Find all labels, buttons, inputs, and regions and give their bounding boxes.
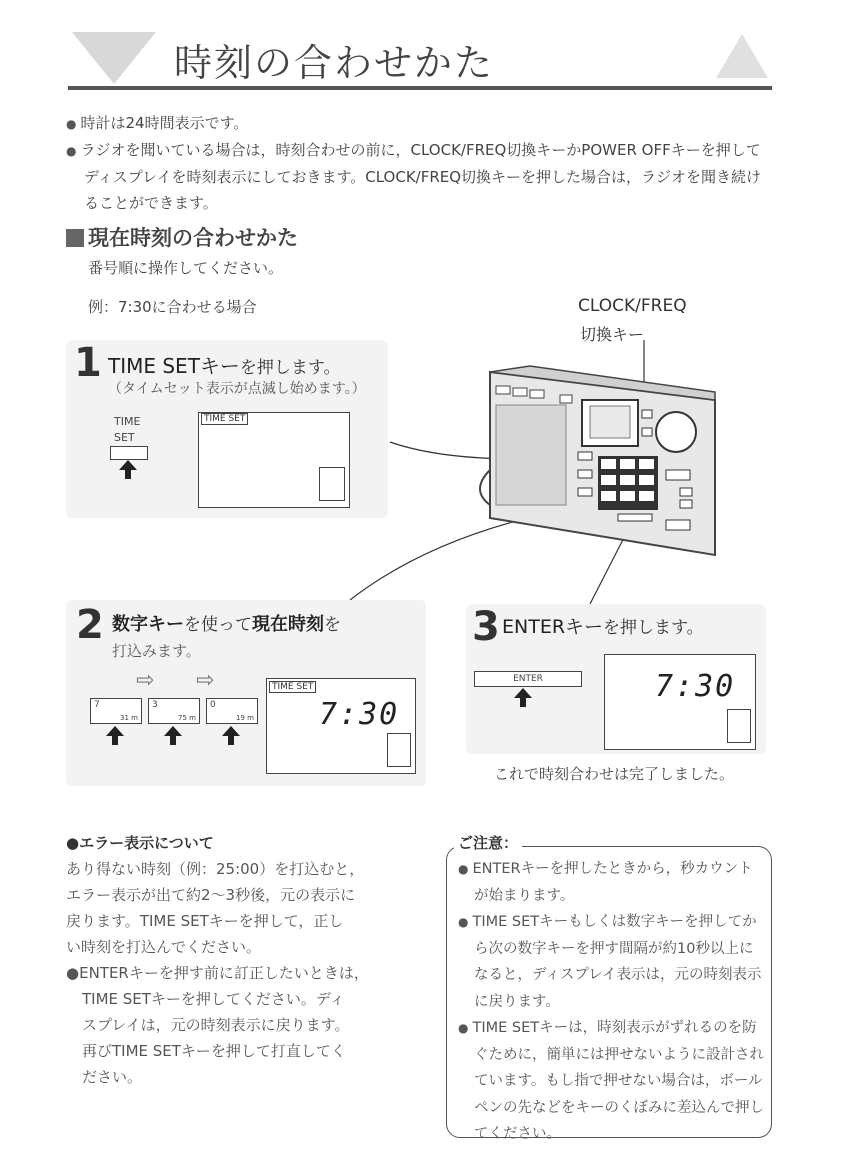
enter-key (474, 671, 582, 687)
notice-item: ● ENTERキーを押したときから，秒カウントが始まります。 (474, 856, 764, 909)
step2-time-label: 現在時刻 (252, 614, 324, 635)
digit-key-number: 7 (94, 700, 100, 710)
error-line: TIME SETキーを押してください。ディ (82, 990, 345, 1008)
step1-note: （タイムセット表示が点滅し始めます。） (108, 381, 366, 397)
error-line: スプレイは，元の時刻表示に戻ります。 (82, 1016, 350, 1034)
error-line: あり得ない時刻（例：25:00）を打込むと， (66, 860, 365, 878)
completion-message: これで時刻合わせは完了しました。 (494, 765, 735, 783)
error-line: い時刻を打込んでください。 (66, 938, 262, 956)
timeset-key-caption (114, 414, 140, 446)
section-heading-text: 現在時刻の合わせかた (88, 226, 298, 250)
step3-key-label: ENTERキー (502, 616, 604, 638)
timeset-key (110, 446, 148, 460)
error-line: 再びTIME SETキーを押して打直してく (82, 1042, 346, 1060)
step2-number: 2 (76, 602, 104, 648)
clock-freq-label: CLOCK/FREQ (578, 296, 687, 316)
error-line: ださい。 (82, 1068, 143, 1086)
step1-key-label: TIME SETキー (108, 354, 240, 378)
arrow-right-icon: ⇨ (136, 668, 155, 693)
step3-instruction (502, 612, 704, 639)
timeset-key-caption-line2: SET (114, 431, 135, 444)
digit-key-3 (148, 698, 200, 724)
display-meter (387, 733, 411, 767)
notice-item: ● TIME SETキーもしくは数字キーを押してから次の数字キーを押す間隔が約10秒以上になると，ディスプレイ表示は，元の時刻表示に戻ります。 (474, 909, 764, 1015)
step2-instruction-mid: を使って (184, 615, 252, 635)
intro-note: ● 時計は24時間表示です。 (84, 110, 766, 137)
enter-key-label: ENTER (513, 674, 543, 684)
step1-instruction-rest: を押します。 (239, 358, 341, 378)
step1-instruction (108, 350, 341, 379)
digit-key-number: 0 (210, 700, 216, 710)
example-label: 例：7:30に合わせる場合 (88, 298, 257, 316)
notice-heading: ご注意： (454, 832, 522, 853)
arrow-right-icon: ⇨ (196, 668, 215, 693)
press-arrow-icon (119, 460, 137, 470)
step1-number: 1 (74, 340, 102, 386)
error-body (66, 856, 396, 1090)
section-subtitle: 番号順に操作してください。 (88, 259, 284, 277)
step3-instruction-rest: を押します。 (603, 618, 704, 638)
step2-instruction-line2: 打込みます。 (112, 642, 201, 660)
intro-note: ● ラジオを聞いている場合は，時刻合わせの前に，CLOCK/FREQ切換キーかPOWER OFFキーを押してディスプレイを時刻表示にしておきます。CLOCK/FREQ切換キーを押した場合は，ラジオを聞き続けることができます。 (84, 137, 766, 216)
error-heading: ●エラー表示について (66, 834, 214, 852)
display-meter (727, 709, 751, 743)
page-title: 時刻の合わせかた (174, 41, 495, 85)
step2-display (266, 678, 416, 774)
step3-number: 3 (472, 604, 500, 650)
timeset-indicator: TIME SET (201, 413, 248, 425)
display-time: 7:30 (655, 669, 736, 704)
digit-key-number: 3 (152, 700, 158, 710)
step2-key-label: 数字キー (112, 614, 184, 635)
press-arrow-icon (514, 688, 532, 698)
digit-key-band: 75 m (178, 714, 196, 722)
step2-instruction (112, 610, 341, 636)
display-meter (319, 467, 345, 501)
press-arrow-icon (106, 726, 124, 736)
digit-key-7 (90, 698, 142, 724)
error-line: エラー表示が出て約2〜3秒後，元の表示に (66, 886, 356, 904)
notice-body (458, 856, 764, 1148)
step2-instruction-rest: を (324, 615, 341, 635)
press-arrow-icon (222, 726, 240, 736)
error-line: ●ENTERキーを押す前に訂正したいときは， (66, 964, 369, 982)
notice-item: ● TIME SETキーは，時刻表示がずれるのを防ぐために，簡単には押せないように設計されています。もし指で押せない場合は，ボールペンの先などをキーのくぼみに差込んで押してください。 (474, 1015, 764, 1148)
digit-key-0 (206, 698, 258, 724)
digit-key-band: 19 m (236, 714, 254, 722)
timeset-key-caption-line1: TIME (114, 415, 141, 428)
press-arrow-icon (164, 726, 182, 736)
step1-display (198, 412, 350, 508)
error-line: 戻ります。TIME SETキーを押して，正し (66, 912, 344, 930)
step3-display (604, 654, 756, 750)
display-time: 7:30 (319, 697, 400, 732)
digit-key-band: 31 m (120, 714, 138, 722)
timeset-indicator: TIME SET (269, 681, 316, 693)
clock-freq-sublabel: 切換キー (580, 325, 645, 344)
radio-body (480, 366, 715, 555)
